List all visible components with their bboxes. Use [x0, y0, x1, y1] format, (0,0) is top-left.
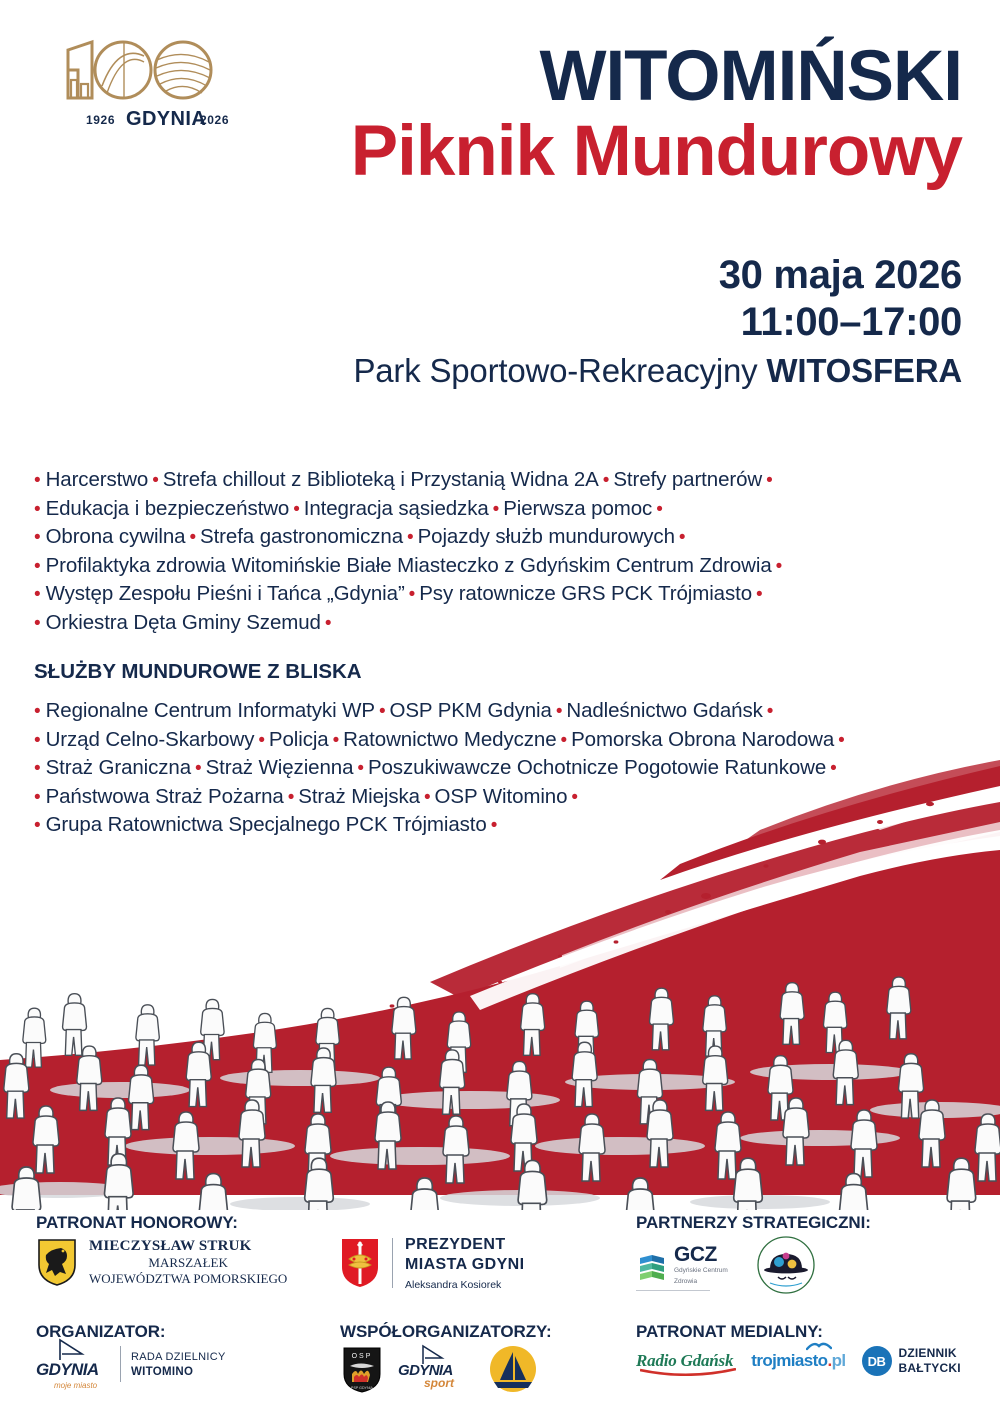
attraction-line — [34, 523, 934, 552]
service-item: Regionalne Centrum Informatyki WP — [45, 699, 375, 722]
event-location-prefix: Park Sportowo-Rekreacyjny — [353, 352, 767, 390]
marshal-org: WOJEWÓDZTWA POMORSKIEGO — [89, 1270, 288, 1286]
partner-tgr — [756, 1235, 816, 1300]
witosfera-sailboat-logo-icon — [488, 1344, 538, 1394]
gdynia-sport-wordmark: GDYNIA — [398, 1362, 453, 1379]
bullet-dot-icon: • — [34, 470, 41, 491]
marshal-role: MARSZAŁEK — [148, 1254, 228, 1270]
bullet-dot-icon: • — [408, 584, 416, 606]
gcz-wordmark: GCZ — [674, 1243, 717, 1267]
event-details — [242, 252, 962, 393]
event-time: 11:00–17:00 — [740, 300, 962, 345]
media-patronage-block — [636, 1346, 961, 1376]
service-item: Poszukiwawcze Ochotnicze Pogotowie Ratunkowe — [367, 756, 827, 780]
poster-title — [242, 37, 962, 191]
bullet-dot-icon: • — [492, 498, 500, 520]
radio-gdansk-wordmark: Radio Gdańsk — [636, 1351, 734, 1370]
gdynia-coat-of-arms-icon — [340, 1237, 380, 1289]
service-item: Urząd Celno-Skarbowy — [45, 727, 255, 751]
trojmiejska-grupa-reklamowa-icon — [756, 1235, 816, 1295]
attraction-item: Pierwsza pomoc — [503, 496, 653, 520]
bullet-dot-icon: • — [766, 701, 774, 722]
service-item: Straż Miejska — [298, 784, 420, 808]
osp-badge-icon — [340, 1344, 384, 1394]
president-title-line-1: PREZYDENT — [405, 1236, 506, 1253]
bullet-dot-icon: • — [293, 498, 300, 520]
gcz-sub-line-2: Zdrowia — [674, 1277, 698, 1285]
service-item: Nadleśnictwo Gdańsk — [566, 699, 763, 722]
bullet-dot-icon: • — [34, 729, 41, 751]
bullet-dot-icon: • — [357, 758, 364, 780]
attraction-item: Obrona cywilna — [45, 525, 186, 549]
bullet-dot-icon: • — [838, 729, 845, 751]
gdynia-sport-sub: sport — [424, 1376, 454, 1390]
bullet-dot-icon: • — [407, 527, 414, 549]
bullet-dot-icon: • — [602, 470, 610, 491]
bullet-dot-icon: • — [195, 758, 202, 780]
attractions-list — [34, 466, 934, 638]
bullet-dot-icon: • — [34, 498, 41, 520]
event-location-name: WITOSFERA — [766, 352, 962, 390]
gdynia-sail-icon — [52, 1338, 92, 1362]
osp-badge-label: OSP — [351, 1353, 373, 1360]
bullet-dot-icon: • — [490, 815, 498, 837]
bullet-dot-icon: • — [678, 527, 686, 549]
bullet-dot-icon: • — [34, 815, 41, 837]
db-wordmark — [899, 1346, 961, 1375]
gdynia-100-logo — [58, 36, 238, 136]
gdynia-sport-logo — [398, 1348, 474, 1390]
bullet-dot-icon: • — [775, 555, 783, 577]
event-location — [242, 350, 962, 393]
attraction-item: Pojazdy służb mundurowych — [417, 525, 675, 549]
bullet-dot-icon: • — [34, 584, 41, 606]
bullet-dot-icon: • — [378, 701, 386, 722]
partner-gcz — [636, 1244, 728, 1290]
bullet-dot-icon: • — [34, 758, 41, 780]
bullet-dot-icon: • — [656, 498, 663, 520]
attraction-line — [34, 552, 934, 581]
bullet-dot-icon: • — [152, 470, 159, 491]
bullet-dot-icon: • — [34, 555, 41, 577]
trojmiasto-logo — [751, 1351, 845, 1371]
footer-heading-honorary: PATRONAT HONOROWY: — [36, 1213, 238, 1232]
organizer-block — [36, 1344, 226, 1390]
logo-year-from: 1926 — [86, 113, 116, 127]
bullet-dot-icon: • — [756, 584, 763, 606]
radio-gdansk-swoosh-icon — [640, 1368, 736, 1376]
attraction-item: Strefy partnerów — [613, 468, 763, 491]
db-badge: DB — [862, 1346, 892, 1376]
attraction-item: Orkiestra Dęta Gminy Szemud — [45, 610, 321, 634]
divider — [636, 1290, 710, 1291]
honorary-patron-marshal — [36, 1237, 287, 1287]
title-line-2: Piknik Mundurowy — [350, 111, 962, 191]
honorary-patron-president — [340, 1235, 524, 1291]
bullet-dot-icon: • — [332, 729, 340, 751]
attraction-item: Występ Zespołu Pieśni i Tańca „Gdynia” — [45, 582, 405, 606]
attraction-item: Harcerstwo — [45, 468, 149, 491]
bullet-dot-icon: • — [287, 786, 295, 808]
attraction-item: Edukacja i bezpieczeństwo — [45, 496, 290, 520]
attraction-line — [34, 495, 934, 524]
bullet-dot-icon: • — [830, 758, 837, 780]
crowd-illustration — [0, 760, 1000, 1210]
attraction-item: Psy ratownicze GRS PCK Trójmiasto — [419, 582, 753, 606]
bullet-dot-icon: • — [324, 612, 332, 634]
attraction-line — [34, 580, 934, 609]
trojmiasto-tld: pl — [831, 1351, 846, 1370]
trojmiasto-name: trojmiasto — [751, 1351, 828, 1370]
db-line-2: BAŁTYCKI — [898, 1361, 961, 1375]
rada-dzielnicy-label: RADA DZIELNICY — [131, 1351, 226, 1364]
service-item: Straż Graniczna — [45, 756, 192, 780]
divider — [120, 1346, 121, 1382]
bullet-dot-icon: • — [560, 729, 568, 751]
dziennik-baltycki-logo — [862, 1346, 961, 1376]
footer-heading-coorganizers: WSPÓŁORGANIZATORZY: — [340, 1322, 552, 1341]
service-item: OSP Witomino — [434, 784, 568, 808]
service-item: Pomorska Obrona Narodowa — [571, 727, 835, 751]
service-item: Straż Więzienna — [205, 756, 354, 780]
bullet-dot-icon: • — [571, 786, 578, 808]
trojmiasto-wordmark — [751, 1351, 845, 1370]
title-line-1: WITOMIŃSKI — [539, 37, 962, 116]
attraction-item: Strefa chillout z Biblioteką i Przystanią Widna 2A — [162, 468, 599, 491]
attraction-line — [34, 609, 934, 638]
bullet-dot-icon: • — [34, 786, 41, 808]
attraction-line — [34, 466, 934, 495]
services-heading: SŁUŻBY MUNDUROWE Z BLISKA — [34, 660, 362, 683]
bullet-dot-icon: • — [34, 612, 41, 634]
strategic-partners — [636, 1235, 816, 1300]
bullet-dot-icon: • — [766, 470, 773, 491]
marshal-name: MIECZYSŁAW STRUK — [89, 1237, 252, 1254]
attraction-item: Profilaktyka zdrowia Witomińskie Białe Miasteczko z Gdyńskim Centrum Zdrowia — [45, 553, 772, 577]
divider — [392, 1238, 393, 1288]
footer-heading-media: PATRONAT MEDIALNY: — [636, 1322, 823, 1341]
gcz-sub-line-1: Gdyńskie Centrum — [674, 1267, 728, 1275]
trojmiasto-bird-icon — [806, 1340, 832, 1352]
bullet-dot-icon: • — [555, 701, 563, 722]
service-item: Państwowa Straż Pożarna — [45, 784, 284, 808]
pomorskie-coat-of-arms-icon — [36, 1237, 78, 1287]
service-item: OSP PKM Gdynia — [389, 699, 552, 722]
bullet-dot-icon: • — [34, 701, 41, 722]
attraction-item: Integracja sąsiedzka — [303, 496, 489, 520]
gdynia-wordmark: GDYNIA — [36, 1360, 99, 1379]
attraction-item: Strefa gastronomiczna — [200, 525, 404, 549]
service-item: Ratownictwo Medyczne — [343, 727, 557, 751]
gcz-mark-icon — [636, 1252, 670, 1286]
footer-heading-partners: PARTNERZY STRATEGICZNI: — [636, 1213, 871, 1232]
poster-footer — [0, 1205, 1000, 1414]
service-line — [34, 697, 964, 726]
rada-dzielnicy-name: WITOMINO — [131, 1365, 194, 1378]
logo-city: GDYNIA — [126, 108, 207, 130]
bullet-dot-icon: • — [258, 729, 265, 751]
service-item: Grupa Ratownictwa Specjalnego PCK Trójmiasto — [45, 813, 487, 837]
osp-badge-sub: PSP GDYNIA — [351, 1386, 373, 1390]
president-title-line-2: MIASTA GDYNI — [405, 1256, 525, 1273]
radio-gdansk-logo — [636, 1351, 733, 1371]
bullet-dot-icon: • — [189, 527, 197, 549]
gdynia-tagline: moje miasto — [54, 1381, 98, 1390]
gdynia-moje-miasto-logo — [36, 1344, 110, 1390]
logo-year-to: 2026 — [200, 113, 230, 127]
trojmiasto-dot: . — [827, 1351, 832, 1370]
president-person: Aleksandra Kosiorek — [405, 1279, 502, 1291]
bullet-dot-icon: • — [423, 786, 431, 808]
service-line — [34, 726, 964, 755]
db-line-1: DZIENNIK — [898, 1346, 957, 1361]
coorganizers-block — [340, 1344, 552, 1394]
bullet-dot-icon: • — [34, 527, 41, 549]
event-date: 30 maja 2026 — [718, 253, 962, 297]
footer-heading-organizer: ORGANIZATOR: — [36, 1322, 166, 1341]
service-item: Policja — [268, 727, 329, 751]
